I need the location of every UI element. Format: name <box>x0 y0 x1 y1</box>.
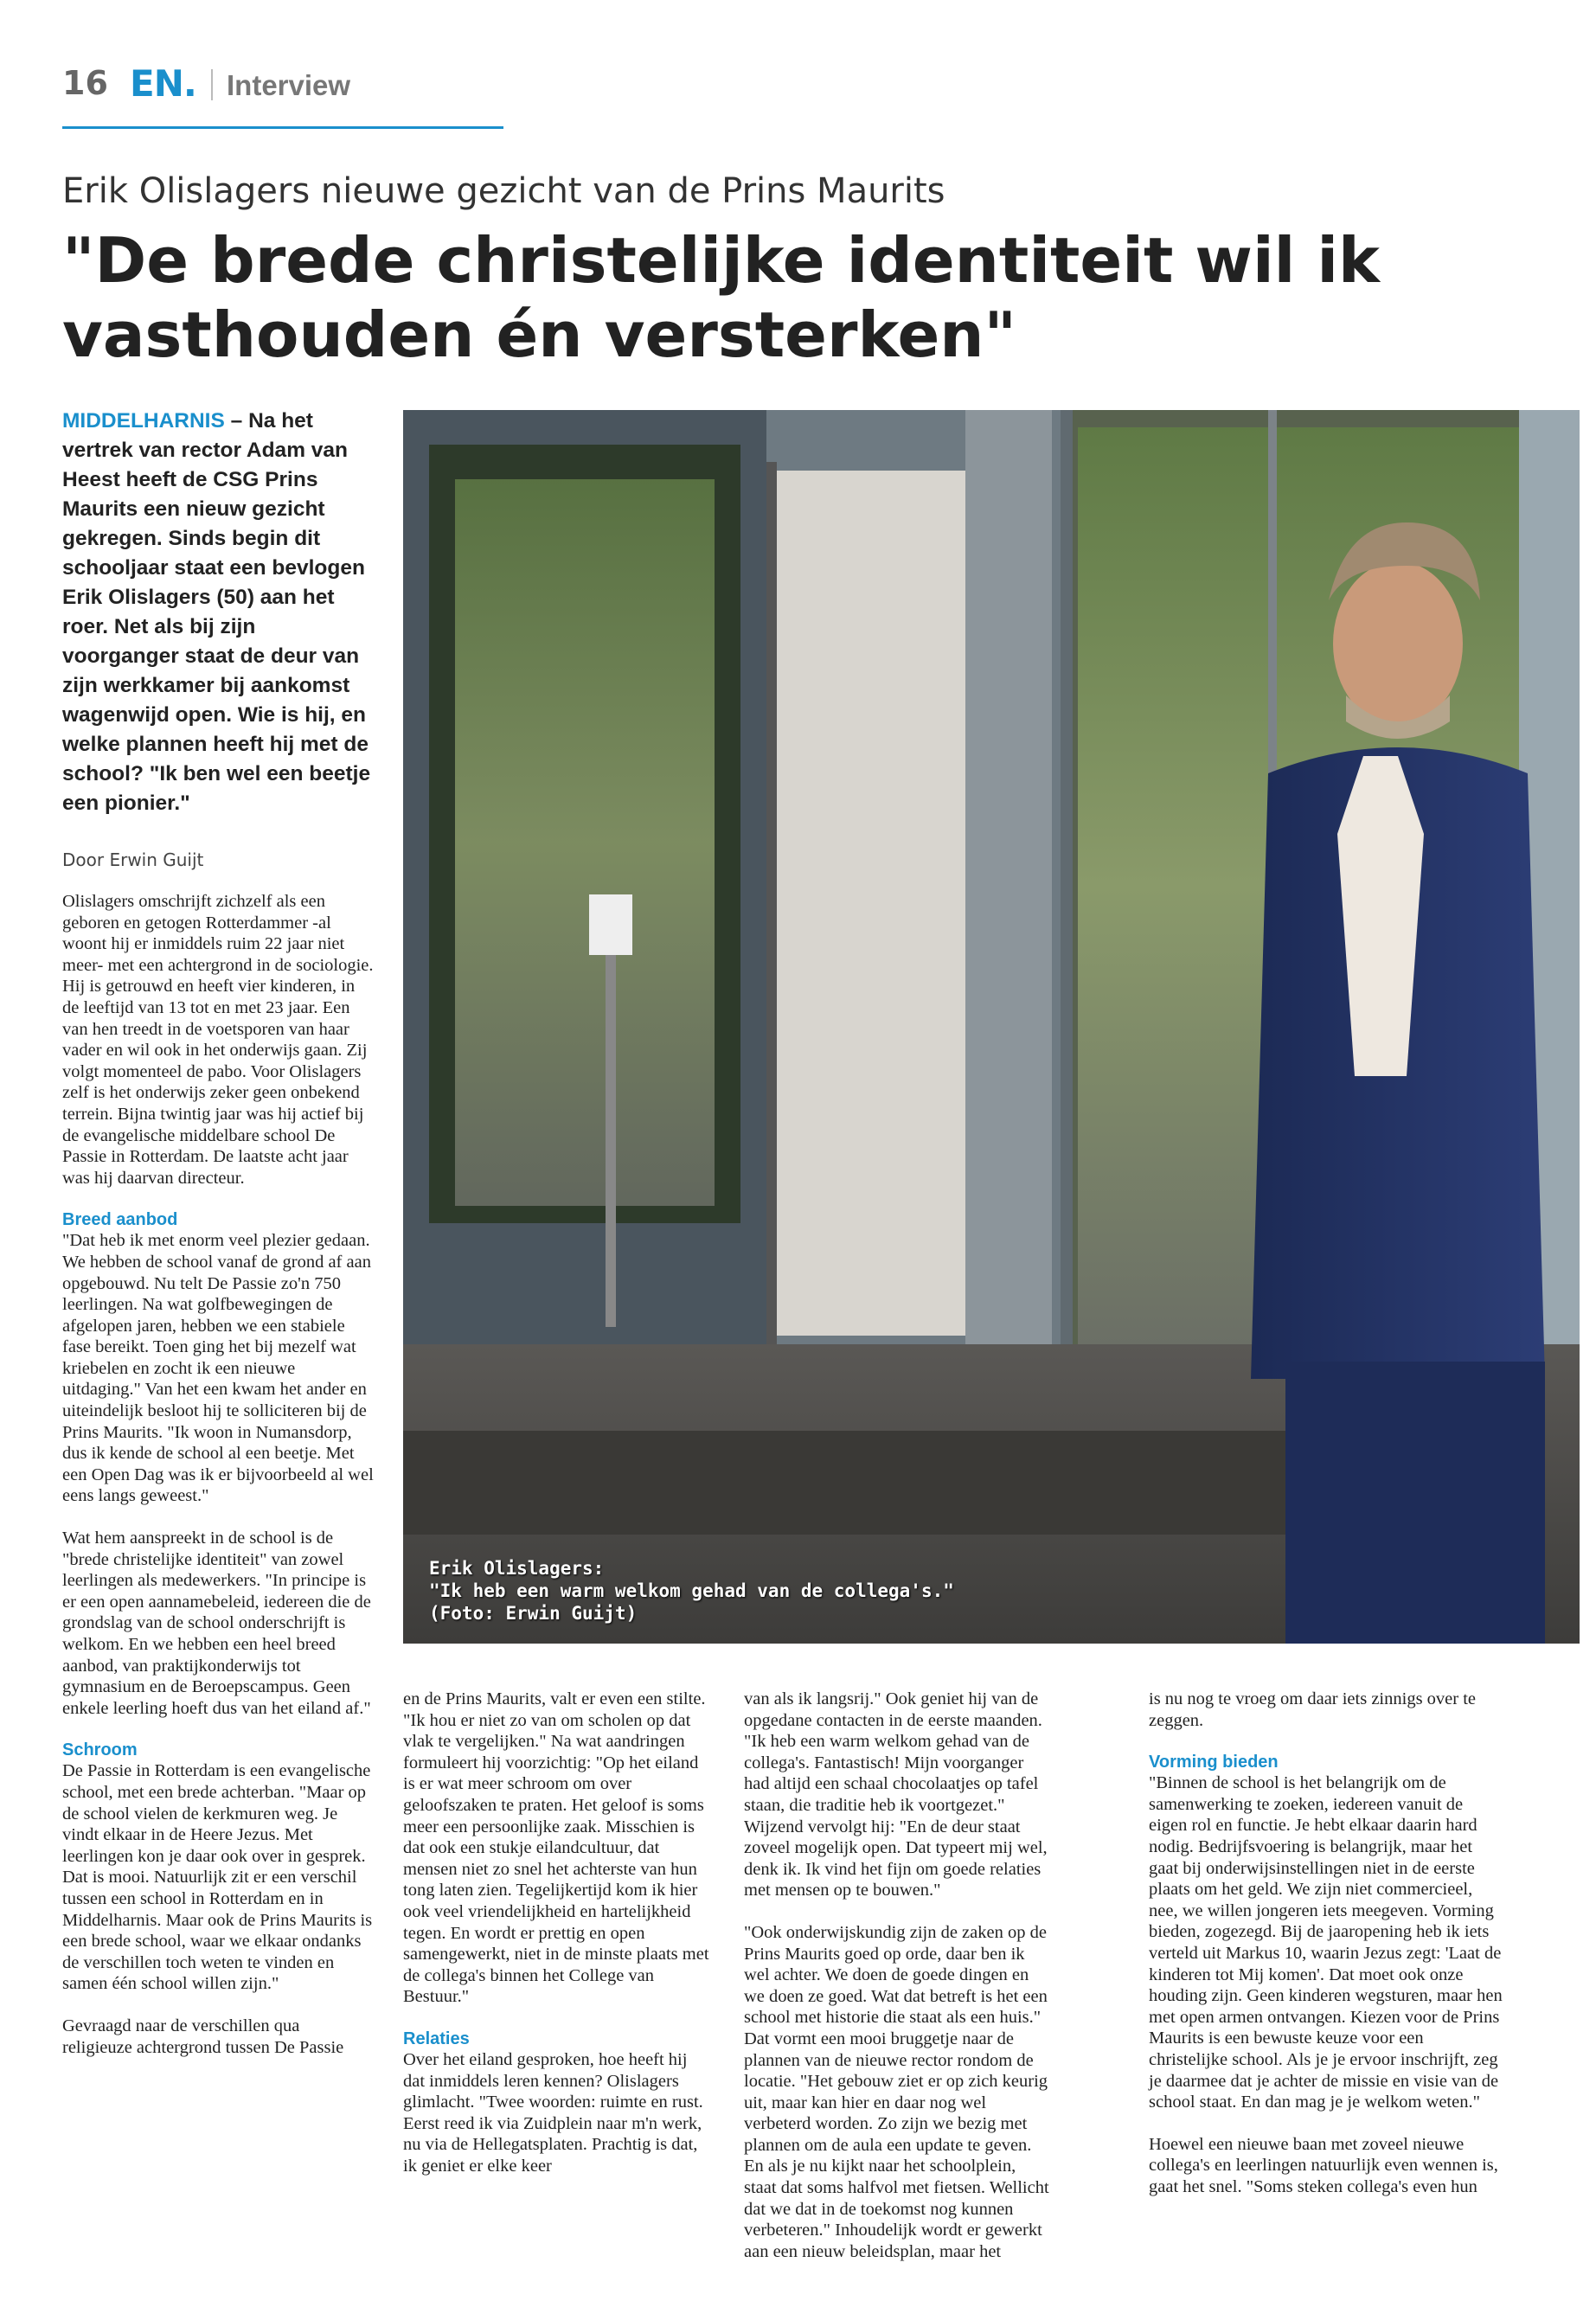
body-paragraph: Over het eiland gesproken, hoe heeft hij dat inmiddels leren kennen? Olislagers glimlacht. "Twee woorden: ruimte en rust. Eerst reed ik via Zuidplein naar m'n werk, nu via de Hellegatsplaten. Prachtig is dat, ik geniet er elke keer <box>403 2049 703 2176</box>
left-column <box>62 407 374 2079</box>
body-paragraph: "Dat heb ik met enorm veel plezier gedaan. We hebben de school vanaf de grond af aan opgebouwd. Nu telt De Passie zo'n 750 leerlingen. Na wat golfbewegingen de afgelopen jaren, hebben we een stabiele fase bereikt. Toen ging het bij mezelf wat kriebelen en zocht ik een nieuwe uitdaging." Van het een kwam het ander en uiteindelijk besloot hij te solliciteren bij de Prins Maurits. "Ik woon in Numansdorp, dus ik kende de school al een beetje. Met een Open Dag was ik er bijvoorbeeld al wel eens langs geweest." <box>62 1231 374 1506</box>
column-4 <box>1149 1689 1503 2218</box>
intro-text: – Na het vertrek van rector Adam van Heest heeft de CSG Prins Maurits een nieuw gezicht gekregen. Sinds begin dit schooljaar staat een bevlogen Erik Olislagers (50) aan het roer. Net als bij zijn voorganger staat de deur van zijn werkkamer bij aankomst wagenwijd open. Wie is hij, en welke plannen heeft hij met de school? "Ik ben wel een beetje een pionier." <box>62 409 371 815</box>
body-paragraph: is nu nog te vroeg om daar iets zinnigs over te zeggen. <box>1149 1689 1477 1730</box>
column-2 <box>403 1689 710 2197</box>
article-headline: "De brede christelijke identiteit wil ik vasthouden én versterken" <box>62 224 1380 371</box>
dateline-location: MIDDELHARNIS <box>62 409 225 433</box>
photo-caption <box>429 1557 954 1625</box>
body-paragraph: Hoewel een nieuwe baan met zoveel nieuwe collega's en leerlingen natuurlijk even wennen is, gaat het snel. "Soms steken collega's even hun <box>1149 2134 1498 2196</box>
column-3 <box>744 1689 1051 2283</box>
byline: Door Erwin Guijt <box>62 849 204 870</box>
article-intro <box>62 407 374 818</box>
page-number: 16 <box>62 64 108 102</box>
photo-illustration <box>403 410 1580 1644</box>
body-paragraph: Gevraagd naar de verschillen qua religieuze achtergrond tussen De Passie <box>62 2016 344 2057</box>
header-rule <box>62 126 503 129</box>
body-paragraph: van als ik langsrij." Ook geniet hij van de opgedane contacten in de eerste maanden. "Ik heb een warm welkom gehad van de collega's. Fantastisch! Mijn voorganger had altijd een schaal chocolaatjes op tafel staan, die traditie heb ik voortgezet." Wijzend vervolgt hij: "En de deur staat zoveel mogelijk open. Dat typeert mij wel, denk ik. Ik vind het fijn om goede relaties met mensen op te bouwen." <box>744 1689 1048 1900</box>
publication-logo: EN. <box>130 62 196 105</box>
subheading: Schroom <box>62 1740 138 1760</box>
article-photo <box>403 410 1580 1644</box>
caption-line: "Ik heb een warm welkom gehad van de collega's." <box>429 1580 954 1601</box>
body-paragraph: "Ook onderwijskundig zijn de zaken op de Prins Maurits goed op orde, daar ben ik wel achter. We doen de goede dingen en we doen ze goed. Wat dat betreft is het een school met historie die staat als een huis." Dat vormt een mooi bruggetje naar de plannen van de nieuwe rector rondom de locatie. "Het gebouw ziet er op zich keurig uit, maar kan hier en daar nog wel verbeterd worden. Zo zijn we bezig met plannen om de aula een update te geven. En als je nu kijkt naar het schoolplein, staat dat soms halfvol met fietsen. Wellicht dat we dat in de toekomst nog kunnen verbeteren." Inhoudelijk wordt er gewerkt aan een nieuw beleidsplan, maar het <box>744 1922 1049 2261</box>
body-paragraph: De Passie in Rotterdam is een evangelische school, met een brede achterban. "Maar op de school vielen de kerkmuren weg. Je vindt elkaar in de Heere Jezus. Met leerlingen kon je daar ook over in gesprek. Dat is mooi. Natuurlijk zit er een verschil tussen een school in Rotterdam en in Middelharnis. Maar ook de Prins Maurits is een brede school, waar we elkaar ondanks de verschillen toch weten te vinden en samen één school willen zijn." <box>62 1761 373 1994</box>
section-label: Interview <box>227 69 351 101</box>
caption-line: (Foto: Erwin Guijt) <box>429 1603 638 1624</box>
page-header <box>62 61 503 112</box>
body-paragraph: Wat hem aanspreekt in de school is de "brede christelijke identiteit" van zowel leerlingen als medewerkers. "In principe is er een open aannamebeleid, iedereen die de grondslag van de school onderschrijft is welkom. En we hebben een heel breed aanbod, van praktijkonderwijs tot gymnasium en de Beroepscampus. Geen enkele leerling hoeft dus van het eiland af." <box>62 1529 371 1718</box>
subheading: Vorming bieden <box>1149 1753 1279 1772</box>
subheading: Breed aanbod <box>62 1210 178 1230</box>
subheading: Relaties <box>403 2029 470 2048</box>
caption-line: Erik Olislagers: <box>429 1558 605 1579</box>
header-divider <box>211 69 213 100</box>
body-paragraph: Olislagers omschrijft zichzelf als een geboren en getogen Rotterdammer -al woont hij er inmiddels ruim 22 jaar niet meer- met een achtergrond in de sociologie. Hij is getrouwd en heeft vier kinderen, in de leeftijd van 13 tot en met 23 jaar. Een van hen treedt in de voetsporen van haar vader en wil ook in het onderwijs gaan. Zij volgt momenteel de pabo. Voor Olislagers zelf is het onderwijs zeker geen onbekend terrein. Bijna twintig jaar was hij actief bij de evangelische middelbare school De Passie in Rotterdam. De laatste acht jaar was hij daarvan directeur. <box>62 892 374 1188</box>
article-kicker: Erik Olislagers nieuwe gezicht van de Prins Maurits <box>62 171 945 211</box>
body-paragraph: "Binnen de school is het belangrijk om de samenwerking te zoeken, iedereen vanuit de eigen rol en functie. Je hebt elkaar daarin hard nodig. Bedrijfsvoering is belangrijk, maar het gaat bij onderwijsinstellingen niet in de eerste plaats om het geld. We zijn niet commercieel, nee, we willen jongeren iets meegeven. Vorming bieden, zogezegd. Bij de jaaropening heb ik iets verteld uit Markus 10, waarin Jezus zegt: 'Laat de kinderen tot Mij komen'. Dat moet ook onze houding zijn. Geen kinderen wegsturen, maar hen met open armen ontvangen. Kiezen voor de Prins Maurits is een bewuste keuze voor een christelijke school. Als je je ervoor inschrijft, zeg je daarmee dat je achter de missie en visie van de school staat. En dan mag je je welkom weten." <box>1149 1773 1503 2112</box>
body-paragraph: en de Prins Maurits, valt er even een stilte. "Ik hou er niet zo van om scholen op dat vlak te vergelijken." Na wat aandringen formuleert hij voorzichtig: "Op het eiland is er wat meer schroom om over geloofszaken te praten. Het geloof is soms meer een persoonlijke zaak. Misschien is dat ook een stukje eilandcultuur, dat mensen niet zo snel het achterste van hun tong laten zien. Tegelijkertijd kom ik hier ook veel vriendelijkheid en hartelijkheid tegen. En wordt er prettig en open samengewerkt, niet in de minste plaats met de collega's binnen het College van Bestuur." <box>403 1689 709 2007</box>
